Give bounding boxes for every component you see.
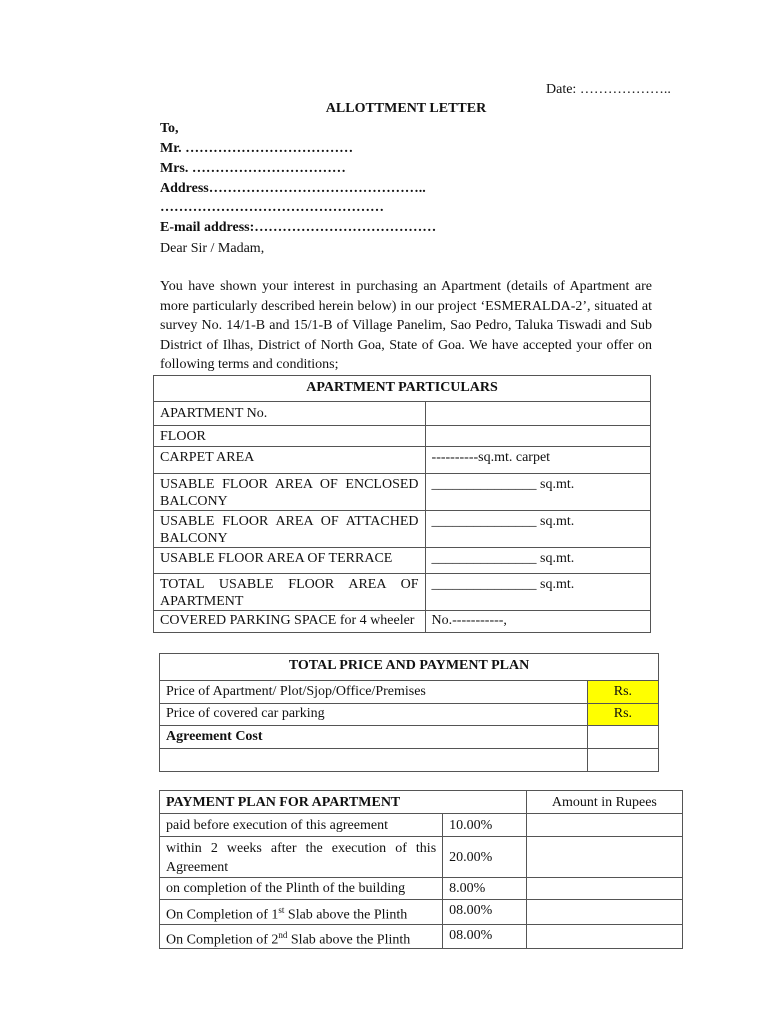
- table-row: [160, 878, 683, 900]
- apartment-particulars-heading: APARTMENT PARTICULARS: [154, 376, 651, 402]
- stage-percent: 8.00%: [443, 878, 527, 900]
- row-value: Rs.: [587, 681, 658, 704]
- total-price-table: [159, 653, 659, 772]
- row-label: Agreement Cost: [160, 726, 588, 749]
- body-paragraph: You have shown your interest in purchasing an Apartment (details of Apartment are more particularly described herein below) in our project ‘ESMERALDA-2’, situated at survey No. 14/1-B and 15/1-B of Village Panelim, Sao Pedro, Taluka Tiswadi and Sub District of Ilhas, District of North Goa, State of Goa. We have accepted your offer on following terms and conditions;: [160, 279, 652, 373]
- total-price-heading: TOTAL PRICE AND PAYMENT PLAN: [160, 654, 659, 681]
- stage-label: paid before execution of this agreement: [160, 814, 443, 837]
- row-value: [425, 426, 650, 447]
- table-row: [160, 924, 683, 949]
- stage-label: on completion of the Plinth of the building: [160, 878, 443, 900]
- row-label: USABLE FLOOR AREA OF ATTACHED BALCONY: [154, 511, 426, 548]
- row-label: CARPET AREA: [154, 447, 426, 474]
- stage-amount: [526, 900, 682, 925]
- row-label: TOTAL USABLE FLOOR AREA OF APARTMENT: [154, 574, 426, 611]
- apartment-particulars-table: [153, 375, 651, 633]
- row-label: COVERED PARKING SPACE for 4 wheeler: [154, 611, 426, 633]
- stage-percent: 20.00%: [443, 837, 527, 878]
- table-row: [154, 402, 651, 426]
- addressee-address: Address………………………………………..: [160, 181, 426, 196]
- row-value: [587, 749, 658, 772]
- row-label: FLOOR: [154, 426, 426, 447]
- stage-percent: 08.00%: [443, 900, 527, 925]
- addressee-mr: Mr. ………………………………: [160, 141, 354, 156]
- table-row: [160, 837, 683, 878]
- payment-plan-table: [159, 790, 683, 949]
- stage-amount: [526, 924, 682, 949]
- row-value: No.-----------,: [425, 611, 650, 633]
- stage-amount: [526, 814, 682, 837]
- table-row: [154, 574, 651, 611]
- table-row: [154, 426, 651, 447]
- table-row: [154, 447, 651, 474]
- row-value: _______________ sq.mt.: [425, 474, 650, 511]
- stage-percent: 10.00%: [443, 814, 527, 837]
- table-row: [160, 749, 659, 772]
- addressee-email: E-mail address:…………………………………: [160, 220, 437, 235]
- table-row: [154, 548, 651, 574]
- row-value: _______________ sq.mt.: [425, 548, 650, 574]
- addressee-to: To,: [160, 121, 179, 136]
- row-label: Price of Apartment/ Plot/Sjop/Office/Premises: [160, 681, 588, 704]
- row-label: USABLE FLOOR AREA OF TERRACE: [154, 548, 426, 574]
- table-row: [154, 474, 651, 511]
- letter-title: ALLOTTMENT LETTER: [325, 101, 487, 116]
- table-row: [160, 704, 659, 726]
- row-label: Price of covered car parking: [160, 704, 588, 726]
- addressee-mrs: Mrs. ……………………………: [160, 161, 346, 176]
- row-value: [587, 726, 658, 749]
- table-row: [160, 726, 659, 749]
- salutation: Dear Sir / Madam,: [160, 241, 265, 256]
- row-value: [425, 402, 650, 426]
- table-row: [160, 900, 683, 925]
- stage-label: On Completion of 2nd Slab above the Plinth: [160, 924, 443, 949]
- stage-percent: 08.00%: [443, 924, 527, 949]
- row-value: _______________ sq.mt.: [425, 574, 650, 611]
- amount-heading: Amount in Rupees: [526, 791, 682, 814]
- row-label: USABLE FLOOR AREA OF ENCLOSED BALCONY: [154, 474, 426, 511]
- table-row: [154, 611, 651, 633]
- row-label: APARTMENT No.: [154, 402, 426, 426]
- payment-plan-heading: PAYMENT PLAN FOR APARTMENT: [160, 791, 527, 814]
- row-value: Rs.: [587, 704, 658, 726]
- table-row: [160, 681, 659, 704]
- stage-amount: [526, 878, 682, 900]
- stage-label: within 2 weeks after the execution of this Agreement: [160, 837, 443, 878]
- row-value: ----------sq.mt. carpet: [425, 447, 650, 474]
- date-field: Date: ………………..: [546, 82, 671, 97]
- table-row: [160, 814, 683, 837]
- stage-amount: [526, 837, 682, 878]
- table-row: [154, 511, 651, 548]
- row-label: [160, 749, 588, 772]
- addressee-address-cont: …………………………………………: [160, 200, 384, 215]
- stage-label: On Completion of 1st Slab above the Plinth: [160, 900, 443, 925]
- row-value: _______________ sq.mt.: [425, 511, 650, 548]
